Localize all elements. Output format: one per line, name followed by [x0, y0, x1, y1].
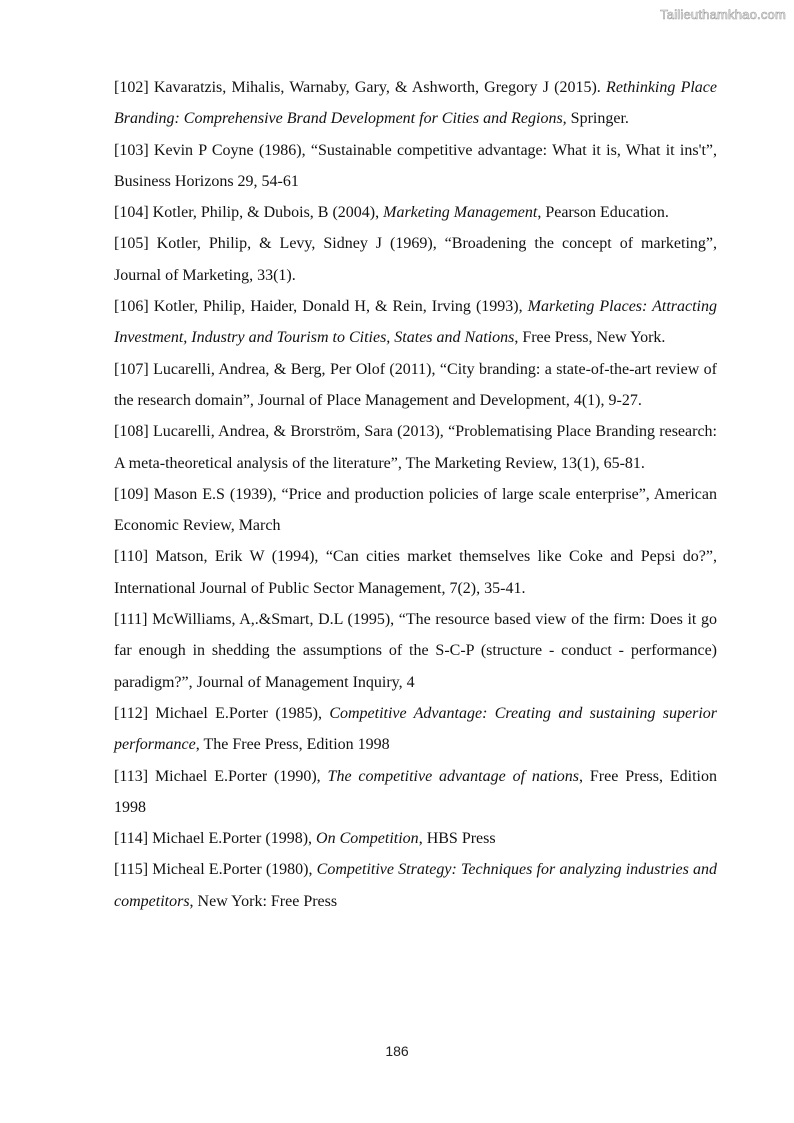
reference-list	[114, 72, 717, 917]
reference-text: [109] Mason E.S (1939), “Price and production policies of large scale enterprise”, American Economic Review, March	[114, 485, 717, 535]
reference-title: Competitive Strategy: Techniques for analyzing industries and competitors	[114, 861, 718, 910]
reference-item	[114, 823, 717, 854]
reference-item	[114, 291, 717, 354]
reference-item	[114, 761, 717, 824]
reference-text: [103] Kevin P Coyne (1986), “Sustainable competitive advantage: What it is, What it ins't”, Business Horizons 29, 54-61	[114, 141, 717, 190]
reference-title: Rethinking Place Branding: Comprehensive Brand Development for Cities and Regions,	[114, 79, 718, 128]
reference-title: Competitive Advantage: Creating and sustaining superior performance	[114, 704, 718, 754]
page-number: 186	[385, 1043, 409, 1059]
reference-source: , Pearson Education.	[537, 204, 669, 222]
reference-title: On Competition	[316, 830, 419, 848]
reference-text: [104] Kotler, Philip, & Dubois, B (2004),	[114, 204, 384, 222]
reference-text: [107] Lucarelli, Andrea, & Berg, Per Olof (2011), “City branding: a state-of-the-art review of the research domain”, Journal of Place Management and Development, 4(1), 9-27.	[114, 360, 717, 409]
reference-text: [102] Kavaratzis, Mihalis, Warnaby, Gary, & Ashworth, Gregory J (2015).	[114, 79, 607, 96]
reference-source: , HBS Press	[418, 830, 496, 848]
reference-item	[114, 72, 717, 135]
reference-item	[114, 698, 717, 761]
reference-source: Springer.	[566, 110, 629, 128]
watermark-text: Tailieuthamkhao.com	[660, 7, 786, 22]
reference-text: [115] Micheal E.Porter (1980),	[114, 861, 317, 879]
reference-text: [108] Lucarelli, Andrea, & Brorström, Sara (2013), “Problematising Place Branding research: A meta-theoretical analysis of the literature”, The Marketing Review, 13(1), 65-81.	[114, 423, 717, 472]
reference-title: Marketing Management	[383, 204, 538, 222]
reference-item	[114, 354, 717, 417]
reference-item	[114, 228, 717, 291]
reference-title: Marketing Places: Attracting Investment, Industry and Tourism to Cities, States and Nations	[114, 298, 718, 347]
reference-title: The competitive advantage of nations	[327, 767, 580, 785]
reference-item	[114, 135, 717, 198]
reference-source: , New York: Free Press	[189, 892, 338, 910]
reference-text: [105] Kotler, Philip, & Levy, Sidney J (1969), “Broadening the concept of marketing”, Journal of Marketing, 33(1).	[114, 235, 717, 284]
reference-item	[114, 197, 717, 228]
reference-item	[114, 854, 717, 917]
reference-item	[114, 604, 717, 698]
reference-source: , Free Press, Edition 1998	[114, 767, 717, 816]
reference-source: , The Free Press, Edition 1998	[195, 736, 390, 754]
reference-item	[114, 479, 717, 542]
reference-text: [114] Michael E.Porter (1998),	[114, 830, 317, 848]
reference-text: [113] Michael E.Porter (1990),	[114, 767, 328, 785]
reference-text: [111] McWilliams, A,.&Smart, D.L (1995), “The resource based view of the firm: Does it go far enough in shedding the assumptions of the S-C-P (structure - conduct - performance) paradigm?”, Journal of Management Inquiry, 4	[114, 611, 717, 691]
reference-text: [106] Kotler, Philip, Haider, Donald H, & Rein, Irving (1993),	[114, 298, 528, 316]
reference-source: , Free Press, New York.	[514, 329, 666, 347]
reference-item	[114, 541, 717, 604]
reference-text: [110] Matson, Erik W (1994), “Can cities market themselves like Coke and Pepsi do?”, International Journal of Public Sector Management, 7(2), 35-41.	[114, 548, 717, 597]
reference-item	[114, 416, 717, 479]
reference-text: [112] Michael E.Porter (1985),	[114, 704, 330, 722]
